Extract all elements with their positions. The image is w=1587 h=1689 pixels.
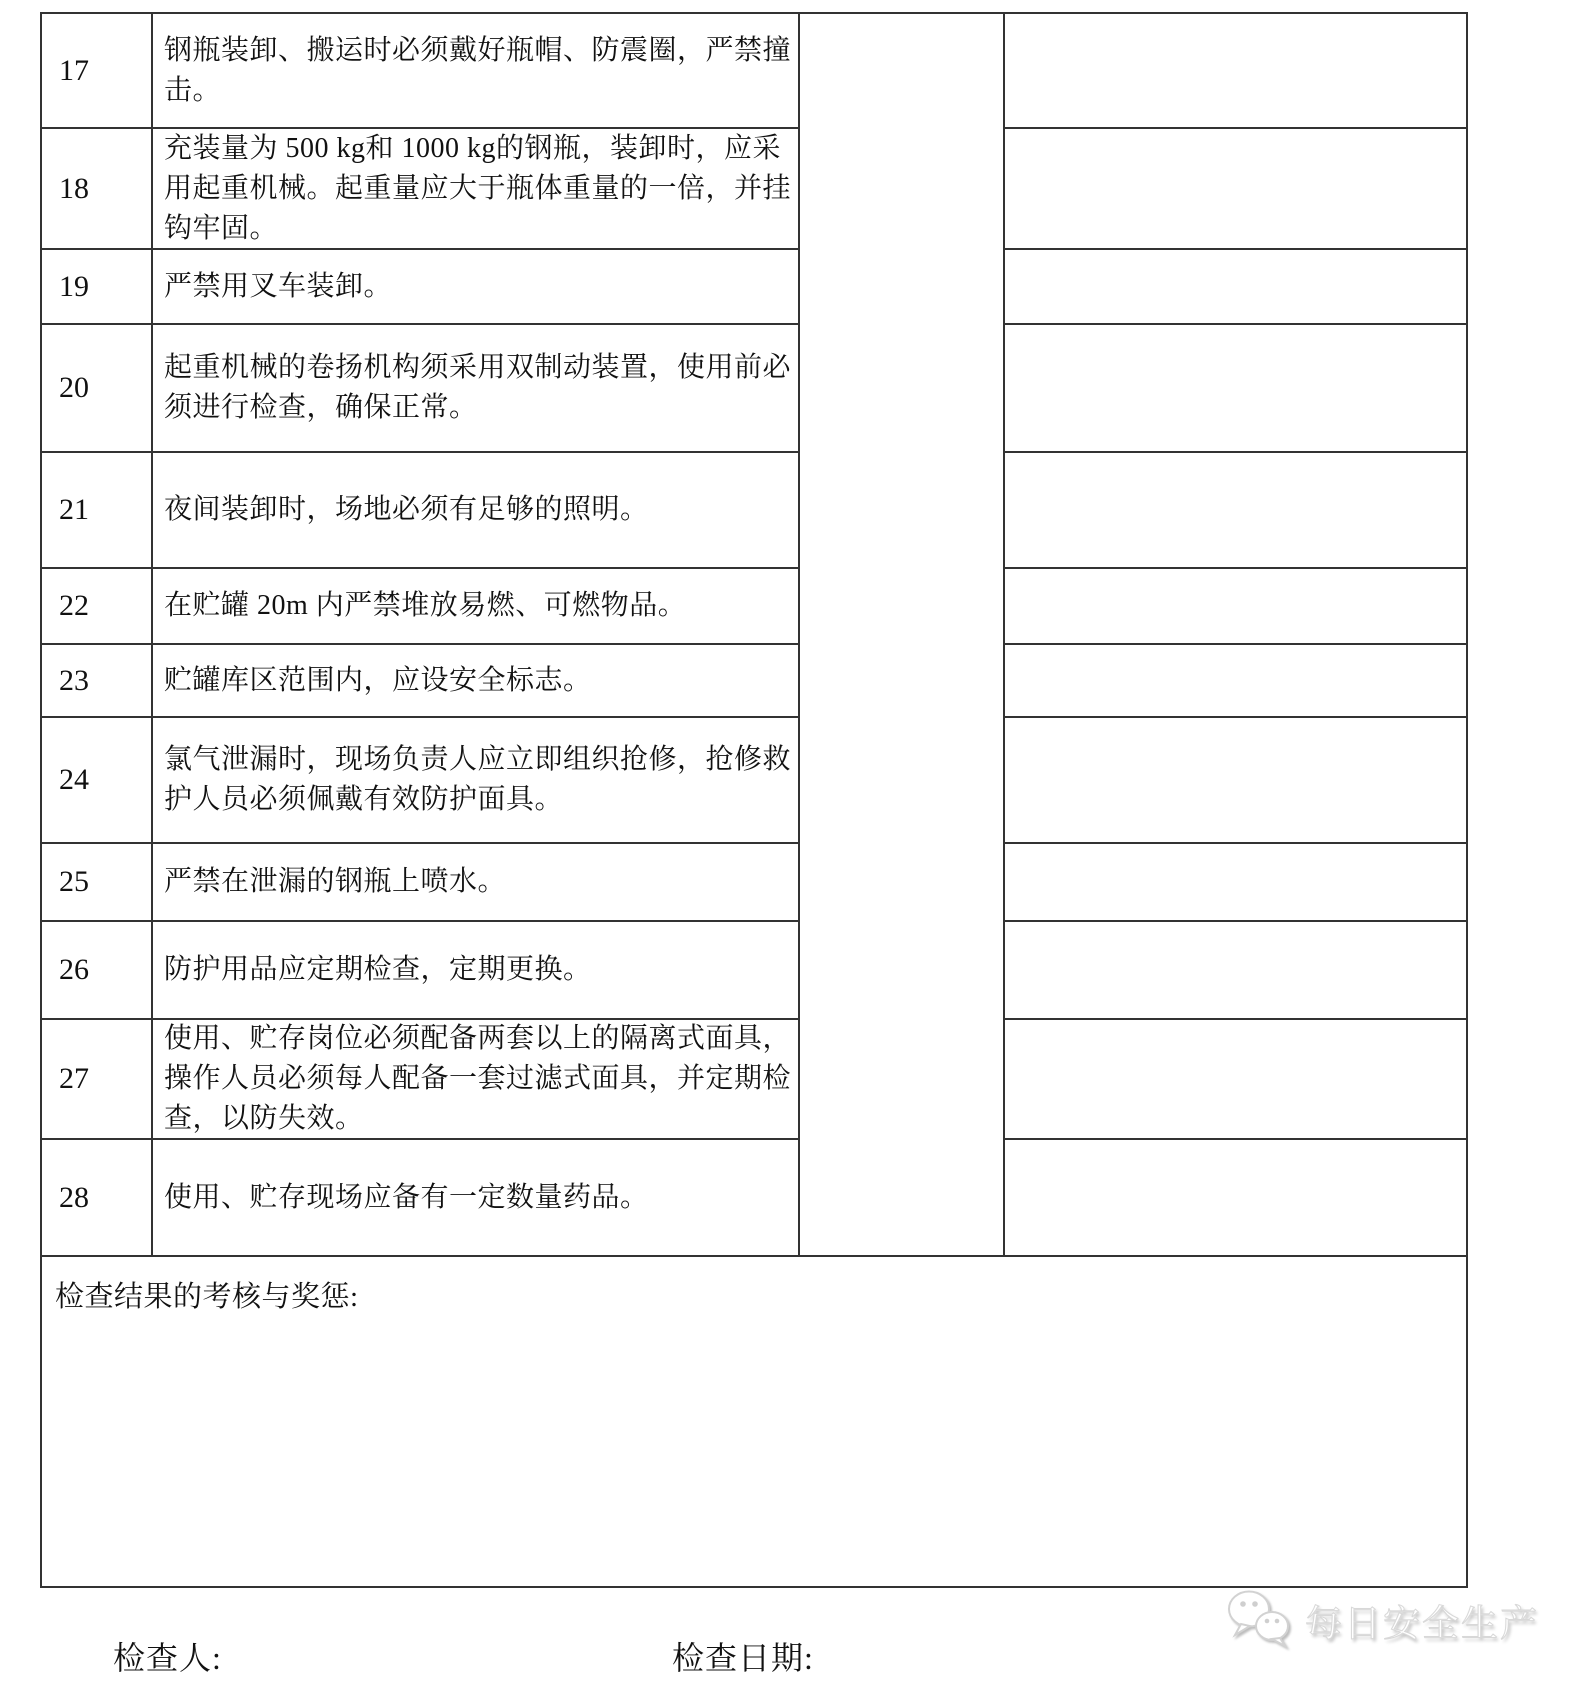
check-date-label: 检查日期: xyxy=(672,1640,814,1676)
blank-right-column-cell xyxy=(1005,453,1466,569)
row-text-cell xyxy=(153,1020,800,1140)
safety-checklist-table xyxy=(40,12,1468,1588)
row-text-cell xyxy=(153,453,800,569)
inspector-label: 检查人: xyxy=(113,1640,222,1676)
row-number-cell: 20 xyxy=(42,325,153,453)
row-text: 严禁在泄漏的钢瓶上喷水。 xyxy=(164,866,507,897)
row-number-cell: 23 xyxy=(42,645,153,718)
row-number-cell: 24 xyxy=(42,718,153,844)
row-number-cell: 17 xyxy=(42,14,153,129)
row-text: 钢瓶装卸、搬运时必须戴好瓶帽、防震圈，严禁撞击。 xyxy=(164,34,792,106)
watermark-text: 每日安全生产 xyxy=(1305,1603,1539,1644)
row-number-cell: 19 xyxy=(42,250,153,325)
blank-right-column-cell xyxy=(1005,645,1466,718)
row-text-cell xyxy=(153,569,800,645)
row-text-cell xyxy=(153,14,800,129)
row-number-cell: 22 xyxy=(42,569,153,645)
row-text-cell xyxy=(153,1140,800,1257)
row-text-cell xyxy=(153,718,800,844)
wechat-logo-icon xyxy=(1225,1588,1295,1653)
row-number-cell: 28 xyxy=(42,1140,153,1257)
blank-right-column-cell xyxy=(1005,1140,1466,1257)
row-text: 使用、贮存现场应备有一定数量药品。 xyxy=(164,1181,649,1213)
assessment-section xyxy=(42,1257,1466,1586)
row-text-cell xyxy=(153,325,800,453)
blank-right-column-cell xyxy=(1005,718,1466,844)
row-number-cell: 21 xyxy=(42,453,153,569)
blank-middle-column xyxy=(800,14,1005,1257)
watermark xyxy=(1225,1589,1539,1651)
row-number-cell: 26 xyxy=(42,922,153,1020)
row-text-cell xyxy=(153,129,800,250)
row-text-cell xyxy=(153,645,800,718)
row-number-cell: 18 xyxy=(42,129,153,250)
blank-right-column-cell xyxy=(1005,922,1466,1020)
row-text: 充装量为 500 kg和 1000 kg的钢瓶，装卸时，应采用起重机械。起重量应大于瓶体重量的一倍，并挂钩牢固。 xyxy=(164,132,792,244)
blank-right-column-cell xyxy=(1005,14,1466,129)
row-text: 贮罐库区范围内，应设安全标志。 xyxy=(164,664,592,696)
blank-right-column-cell xyxy=(1005,129,1466,250)
row-text: 防护用品应定期检查，定期更换。 xyxy=(164,954,592,985)
row-text: 严禁用叉车装卸。 xyxy=(164,270,393,302)
row-text: 起重机械的卷扬机构须采用双制动装置，使用前必须进行检查，确保正常。 xyxy=(164,352,792,423)
assessment-label: 检查结果的考核与奖惩: xyxy=(55,1281,359,1313)
blank-right-column-cell xyxy=(1005,325,1466,453)
blank-right-column-cell xyxy=(1005,844,1466,922)
row-text: 夜间装卸时，场地必须有足够的照明。 xyxy=(164,494,649,525)
row-text-cell xyxy=(153,922,800,1020)
row-text: 在贮罐 20m 内严禁堆放易燃、可燃物品。 xyxy=(164,590,687,621)
row-text: 使用、贮存岗位必须配备两套以上的隔离式面具，操作人员必须每人配备一套过滤式面具，并定期检查，以防失效。 xyxy=(164,1023,792,1134)
blank-right-column-cell xyxy=(1005,250,1466,325)
row-text: 氯气泄漏时，现场负责人应立即组织抢修，抢修救护人员必须佩戴有效防护面具。 xyxy=(164,744,792,815)
row-text-cell xyxy=(153,844,800,922)
row-text-cell xyxy=(153,250,800,325)
row-number-cell: 25 xyxy=(42,844,153,922)
blank-right-column-cell xyxy=(1005,569,1466,645)
row-number-cell: 27 xyxy=(42,1020,153,1140)
blank-right-column-cell xyxy=(1005,1020,1466,1140)
